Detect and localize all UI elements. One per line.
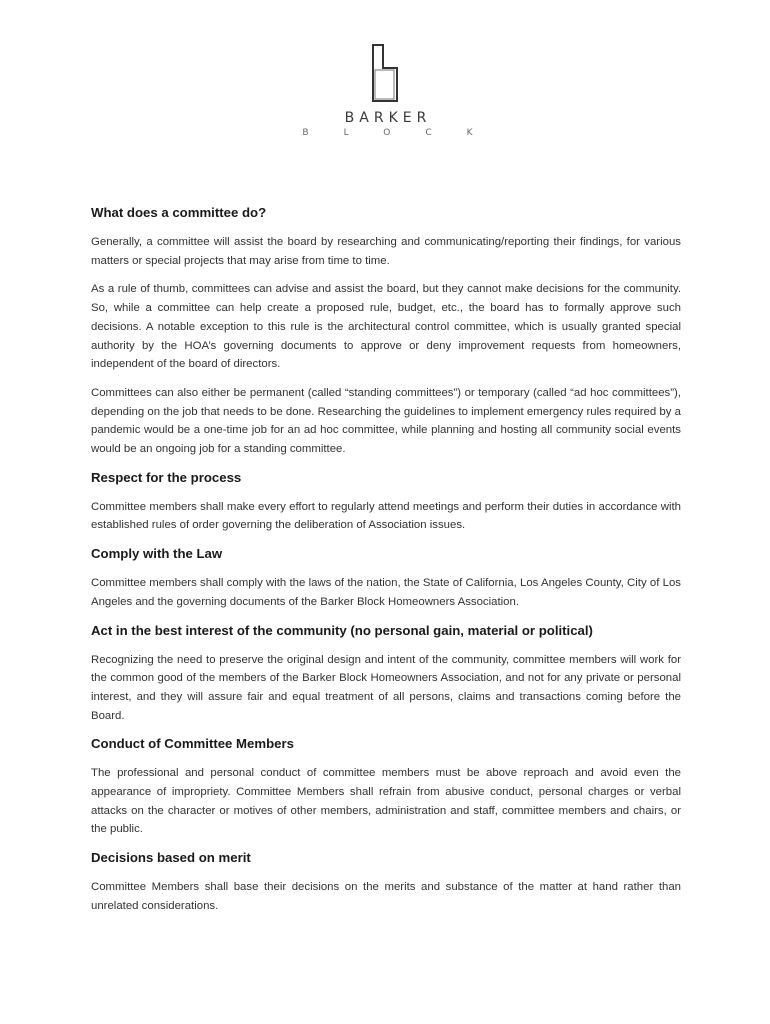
paragraph: Committees can also either be permanent (called “standing committees”) or temporary (called “ad hoc committees”), depending on the job that needs to be done. Researching the guidelines to implement emergency rules required by a pandemic would be a one-time job for an ad hoc committee, while planning and hosting all community social events would be an ongoing job for a standing committee. [91, 386, 681, 456]
logo [0, 44, 770, 138]
paragraph: Committee members shall make every effort to regularly attend meetings and perform their duties in accordance with established rules of order governing the deliberation of Association issues. [91, 500, 681, 532]
heading-respect: Respect for the process [91, 469, 242, 485]
heading-comply: Comply with the Law [91, 546, 223, 562]
heading-committee: What does a committee do? [91, 205, 267, 220]
brand-sub: BLOCK [302, 128, 508, 138]
paragraph: The professional and personal conduct of committee members must be above reproach and avoid even the appearance of impropriety. Committee Members shall refrain from abusive conduct, personal charges or verbal attacks on the character or motives of other members, administration and staff, committee members and chairs, or the public. [91, 767, 681, 836]
paragraph: Generally, a committee will assist the board by researching and communicating/reporting their findings, for various matters or special projects that may arise from time to time. [91, 236, 681, 267]
paragraph: Recognizing the need to preserve the original design and intent of the community, committee members will work for the common good of the members of the Barker Block Homeowners Association, and not for any private or personal interest, and they will assure fair and equal treatment of all persons, claims and transactions coming before the Board. [91, 653, 681, 722]
heading-act: Act in the best interest of the community (no personal gain, material or political) [91, 622, 593, 638]
paragraph: Committee Members shall base their decisions on the merits and substance of the matter at hand rather than unrelated considerations. [91, 881, 681, 912]
document-body [91, 204, 681, 926]
barker-block-logo-icon [368, 44, 402, 104]
brand-name: BARKER [344, 110, 432, 126]
heading-conduct: Conduct of Committee Members [91, 736, 294, 752]
paragraph: As a rule of thumb, committees can advise and assist the board, but they cannot make decisions for the community. So, while a committee can help create a proposed rule, budget, etc., the board has to formally approve such decisions. A notable exception to this rule is the architectural control committee, which is usually granted special authority by the HOA’s governing documents to approve or deny improvement requests from homeowners, independent of the board of directors. [91, 283, 681, 371]
heading-decisions: Decisions based on merit [91, 850, 251, 866]
paragraph: Committee members shall comply with the laws of the nation, the State of California, Los Angeles County, City of Los Angeles and the governing documents of the Barker Block Homeowners Association. [91, 577, 681, 608]
